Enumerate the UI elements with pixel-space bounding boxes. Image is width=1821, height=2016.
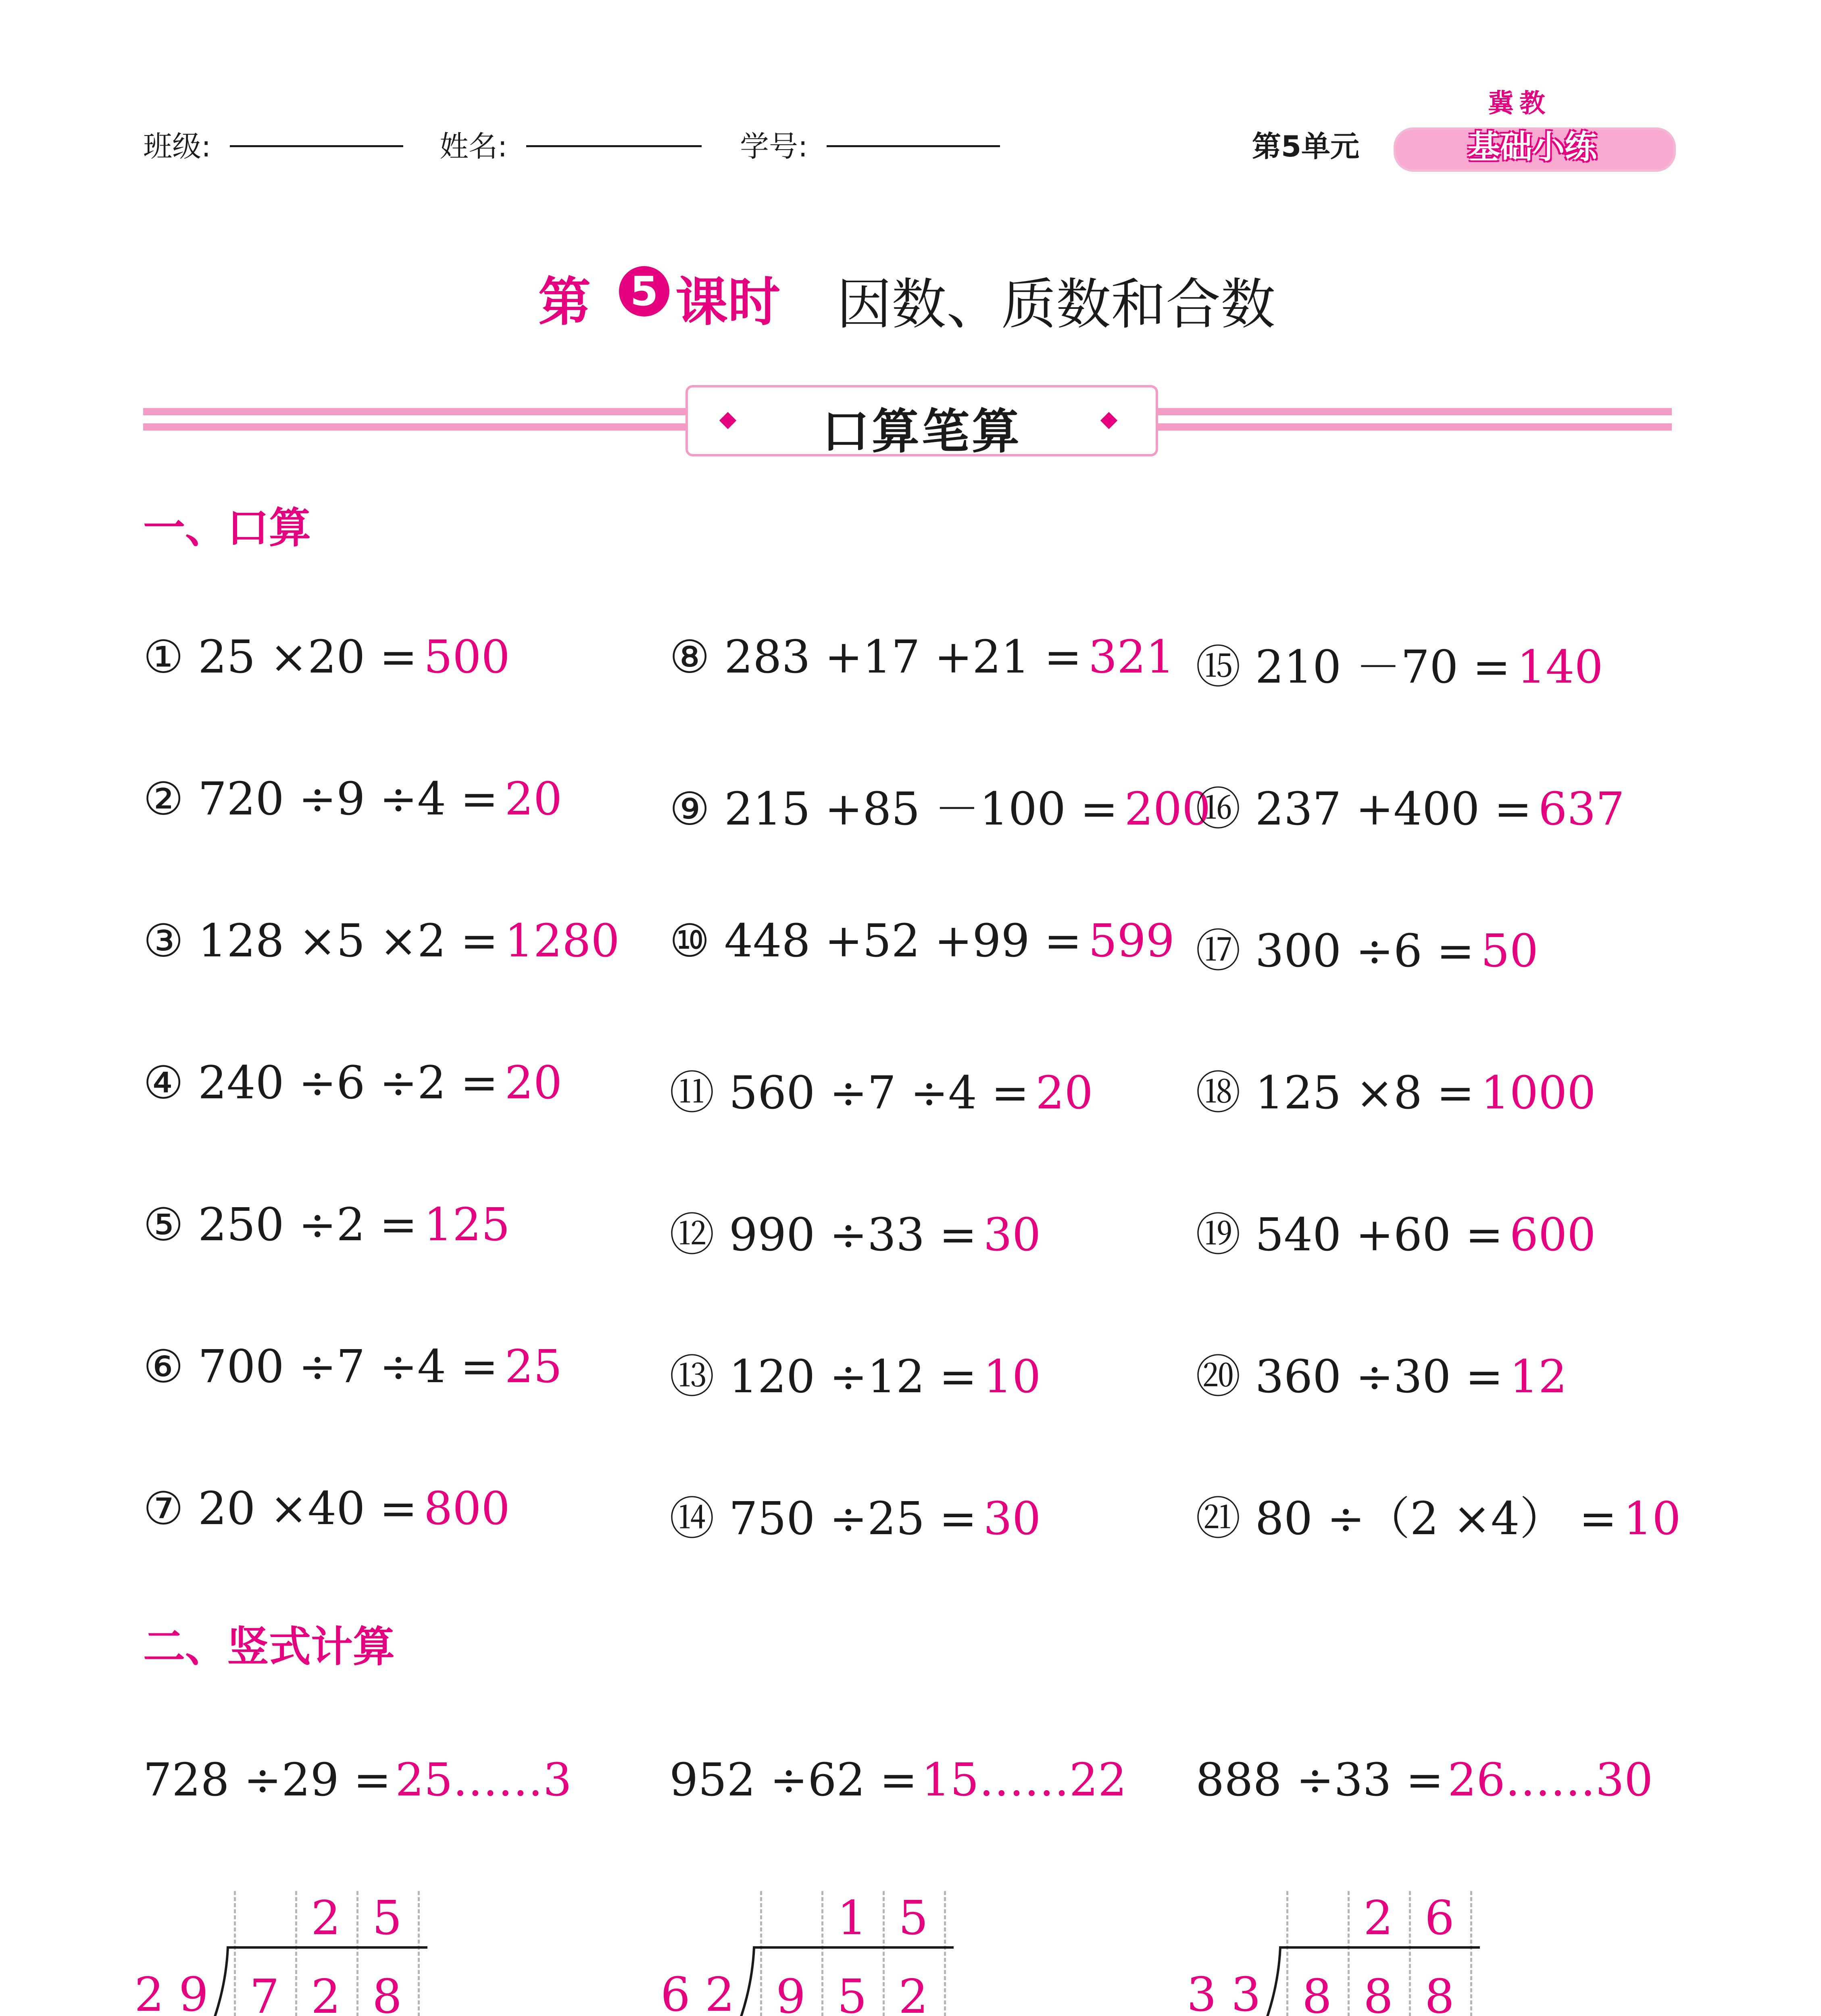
- problem-answer[interactable]: 125: [423, 1199, 510, 1251]
- vertical-problem: [1196, 1754, 1653, 1806]
- dividend-digit: 8: [1302, 1970, 1332, 2016]
- oral-problem: [1196, 1341, 1567, 1406]
- problem-expression: ⑮ 210 －70 =: [1196, 641, 1511, 694]
- problem-answer[interactable]: 20: [504, 773, 563, 825]
- problem-expression: 728 ÷29 =: [143, 1754, 392, 1806]
- problem-answer[interactable]: 26……30: [1448, 1754, 1653, 1806]
- dividend-digit: 8: [1363, 1970, 1393, 2016]
- dividend-digit: 8: [1425, 1970, 1454, 2016]
- problem-answer[interactable]: 1280: [504, 915, 620, 967]
- problem-expression: ④ 240 ÷6 ÷2 =: [143, 1057, 498, 1109]
- oral-problem: [1196, 915, 1538, 980]
- quotient-digit: 6: [1425, 1891, 1454, 1945]
- problem-expression: ① 25 ×20 =: [143, 631, 417, 683]
- dividend-digit: 2: [898, 1970, 928, 2016]
- problem-expression: ⑧ 283 +17 +21 =: [669, 631, 1082, 683]
- divisor-digit: 3: [1231, 1968, 1261, 2016]
- lesson-number: 5: [619, 266, 669, 317]
- dividend-digit: 9: [776, 1970, 806, 2016]
- problem-answer[interactable]: 20: [1036, 1067, 1093, 1119]
- class-field[interactable]: [230, 121, 403, 147]
- problem-answer[interactable]: 30: [983, 1209, 1041, 1261]
- oral-problem: [669, 1199, 1041, 1264]
- divisor-digit: 9: [179, 1968, 208, 2016]
- problem-answer[interactable]: 500: [423, 631, 510, 683]
- problem-expression: 888 ÷33 =: [1196, 1754, 1444, 1806]
- problem-answer[interactable]: 1000: [1481, 1067, 1596, 1119]
- problem-expression: ⑪ 560 ÷7 ÷4 =: [669, 1067, 1029, 1119]
- dividend-digit: 7: [250, 1970, 279, 2016]
- problem-answer[interactable]: 20: [504, 1057, 563, 1109]
- problem-expression: ⑤ 250 ÷2 =: [143, 1199, 417, 1251]
- quotient-digit: 1: [837, 1891, 867, 1945]
- series-title: 基础小练: [1468, 128, 1597, 166]
- oral-problem: [1196, 773, 1625, 838]
- problem-answer[interactable]: 200: [1124, 783, 1211, 835]
- oral-problem: [669, 631, 1175, 683]
- oral-problem: [669, 915, 1175, 967]
- oral-problem: [143, 1199, 510, 1251]
- vertical-problem: [669, 1754, 1127, 1806]
- quotient-digit: 5: [898, 1891, 928, 1945]
- problem-expression: ⑩ 448 +52 +99 =: [669, 915, 1082, 967]
- problem-answer[interactable]: 321: [1088, 631, 1175, 683]
- quotient-digit: 2: [311, 1891, 341, 1945]
- oral-problem: [143, 1483, 510, 1535]
- name-field[interactable]: [526, 121, 702, 147]
- problem-expression: ⑳ 360 ÷30 =: [1196, 1351, 1503, 1403]
- lesson-suffix: 课时: [675, 271, 781, 333]
- quotient-digit: 5: [372, 1891, 402, 1945]
- banner-rule-right: [1156, 423, 1672, 431]
- problem-expression: ⑲ 540 +60 =: [1196, 1209, 1503, 1261]
- oral-problem: [1196, 1483, 1681, 1547]
- problem-answer[interactable]: 15……22: [921, 1754, 1127, 1806]
- problem-answer[interactable]: 25……3: [395, 1754, 572, 1806]
- problem-expression: ② 720 ÷9 ÷4 =: [143, 773, 498, 825]
- number-label: 学号:: [740, 129, 808, 163]
- problem-expression: ⑥ 700 ÷7 ÷4 =: [143, 1341, 498, 1393]
- quotient-digit: 2: [1363, 1891, 1393, 1945]
- number-field[interactable]: [827, 121, 1000, 147]
- problem-answer[interactable]: 140: [1517, 641, 1603, 694]
- oral-problem: [143, 1057, 562, 1109]
- problem-answer[interactable]: 10: [1623, 1493, 1681, 1545]
- oral-problem: [1196, 631, 1603, 696]
- problem-answer[interactable]: 10: [983, 1351, 1041, 1403]
- problem-answer[interactable]: 599: [1088, 915, 1175, 967]
- divisor-digit: 6: [660, 1968, 690, 2016]
- banner-rule-left: [143, 423, 688, 431]
- oral-problem: [669, 1057, 1093, 1122]
- problem-expression: ⑬ 120 ÷12 =: [669, 1351, 977, 1403]
- problem-expression: 952 ÷62 =: [669, 1754, 918, 1806]
- problem-answer[interactable]: 25: [504, 1341, 563, 1393]
- lesson-prefix: 第: [538, 271, 591, 333]
- problem-expression: ⑱ 125 ×8 =: [1196, 1067, 1475, 1119]
- vertical-problem: [143, 1754, 572, 1806]
- banner-rule-right: [1156, 408, 1672, 415]
- dividend-digit: 8: [372, 1970, 402, 2016]
- problem-expression: ⑯ 237 +400 =: [1196, 783, 1532, 835]
- dividend-digit: 2: [311, 1970, 341, 2016]
- lesson-topic: 因数、质数和合数: [837, 273, 1275, 337]
- oral-problem: [669, 1483, 1041, 1547]
- oral-problem: [1196, 1199, 1596, 1264]
- oral-problem: [1196, 1057, 1596, 1122]
- problem-expression: ⑭ 750 ÷25 =: [669, 1493, 977, 1545]
- oral-problem: [143, 773, 562, 825]
- problem-expression: ⑦ 20 ×40 =: [143, 1483, 417, 1535]
- class-label: 班级:: [143, 129, 211, 163]
- problem-answer[interactable]: 600: [1509, 1209, 1596, 1261]
- banner-rule-left: [143, 408, 688, 415]
- oral-problem: [143, 631, 510, 683]
- edition-label: 冀教: [1488, 89, 1551, 119]
- problem-expression: ⑨ 215 +85 －100 =: [669, 783, 1118, 835]
- name-label: 姓名:: [440, 129, 508, 163]
- problem-expression: ⑰ 300 ÷6 =: [1196, 925, 1475, 977]
- problem-answer[interactable]: 800: [423, 1483, 510, 1535]
- problem-answer[interactable]: 12: [1509, 1351, 1567, 1403]
- problem-expression: ⑫ 990 ÷33 =: [669, 1209, 977, 1261]
- oral-problem: [669, 1341, 1041, 1406]
- oral-problem: [669, 773, 1211, 838]
- problem-answer[interactable]: 30: [983, 1493, 1041, 1545]
- problem-expression: ㉑ 80 ÷（2 ×4） =: [1196, 1493, 1617, 1545]
- banner-title: 口算笔算: [821, 404, 1022, 459]
- section-title-vertical: 二、竖式计算: [143, 1622, 395, 1671]
- divisor-digit: 3: [1187, 1968, 1217, 2016]
- oral-problem: [143, 1341, 562, 1393]
- oral-problem: [143, 915, 620, 967]
- divisor-digit: 2: [705, 1968, 735, 2016]
- section-title-oral: 一、口算: [143, 503, 311, 552]
- unit-label: 第5单元: [1252, 129, 1360, 163]
- problem-answer[interactable]: 50: [1481, 925, 1539, 977]
- problem-answer[interactable]: 637: [1538, 783, 1625, 835]
- divisor-digit: 2: [134, 1968, 164, 2016]
- dividend-digit: 5: [837, 1970, 867, 2016]
- problem-expression: ③ 128 ×5 ×2 =: [143, 915, 498, 967]
